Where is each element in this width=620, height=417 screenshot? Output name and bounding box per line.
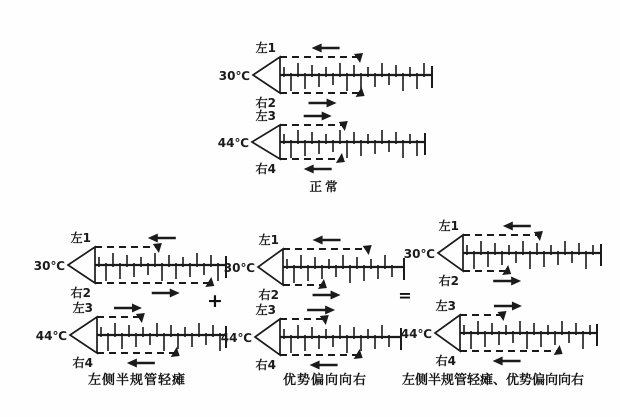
stimulus-funnel [435,315,460,351]
trace-group-2-0 [224,232,404,302]
bottom-direction-arrow-icon [127,359,155,368]
envelope-arrowhead-up-icon [554,345,563,355]
trace-group-3-1 [401,298,597,368]
temperature-label: 44℃ [400,327,432,341]
bottom-direction-arrow-icon [310,361,338,370]
nystagmus-ticks [467,241,593,269]
trace-group-3-0 [404,218,601,288]
stimulus-funnel [438,235,463,271]
trace-group-2-1 [221,302,401,372]
nystagmus-ticks [464,321,590,349]
ear-label-top: 左3 [72,301,93,315]
envelope-arrowhead-down-icon [363,245,372,255]
temperature-label: 44℃ [220,331,252,345]
ear-label-bottom: 右4 [255,162,276,176]
stimulus-funnel [253,57,280,93]
envelope-arrowhead-down-icon [153,243,162,253]
ear-label-bottom: 右2 [255,96,276,110]
bottom-direction-arrow-icon [493,277,521,286]
top-direction-arrow-icon [304,112,332,121]
nystagmus-ticks [284,325,389,353]
ear-label-top: 左3 [255,303,276,317]
caption-canal-paresis: 左侧半规管轻瘫 [87,373,186,388]
temperature-label: 30℃ [223,261,255,275]
nystagmus-ticks [284,130,417,158]
temperature-label: 30℃ [33,259,65,273]
equals-operator: = [398,286,412,305]
ear-label-bottom: 右2 [258,288,279,302]
ear-label-top: 左3 [255,109,276,123]
ear-label-top: 左1 [438,219,459,233]
bottom-direction-arrow-icon [152,289,180,298]
temperature-label: 44℃ [35,329,67,343]
top-direction-arrow-icon [307,306,335,315]
ear-label-bottom: 右4 [435,354,456,368]
nystagmus-ticks [101,323,220,351]
temperature-label: 44℃ [217,136,249,150]
nystagmus-ticks [99,253,218,281]
nystagmus-ticks [284,63,424,91]
caption-directional-preponderance: 优势偏向向右 [282,373,367,388]
bottom-direction-arrow-icon [313,291,341,300]
nystagmus-ticks [287,255,392,283]
ear-label-bottom: 右2 [438,274,459,288]
plus-operator: + [207,290,223,312]
top-direction-arrow-icon [148,234,176,243]
temperature-label: 30℃ [218,69,250,83]
stimulus-funnel [68,247,95,283]
top-direction-arrow-icon [114,304,142,313]
caption-combined: 左侧半规管轻瘫、优势偏向向右 [401,373,584,388]
temperature-label: 30℃ [403,247,435,261]
caption-normal: 正常 [309,179,341,194]
trace-group-1-0 [34,230,226,300]
envelope-arrowhead-up-icon [336,153,345,163]
ear-label-bottom: 右4 [72,356,93,370]
top-direction-arrow-icon [312,44,340,53]
bottom-direction-arrow-icon [304,165,332,174]
top-direction-arrow-icon [494,302,522,311]
stimulus-funnel [70,317,97,353]
ear-label-bottom: 右2 [70,286,91,300]
stimulus-funnel [255,319,280,355]
stimulus-funnel [252,125,280,159]
ear-label-top: 左3 [435,299,456,313]
top-direction-arrow-icon [313,236,341,245]
ear-label-top: 左1 [255,41,276,55]
stimulus-funnel [258,249,283,285]
ear-label-top: 左1 [258,233,279,247]
trace-group-0-0 [219,40,432,110]
trace-group-1-1 [36,300,226,370]
trace-group-0-1 [218,108,425,176]
ear-label-top: 左1 [70,231,91,245]
top-direction-arrow-icon [503,222,531,231]
ear-label-bottom: 右4 [255,358,276,372]
bottom-direction-arrow-icon [493,357,521,366]
bottom-direction-arrow-icon [309,99,337,108]
